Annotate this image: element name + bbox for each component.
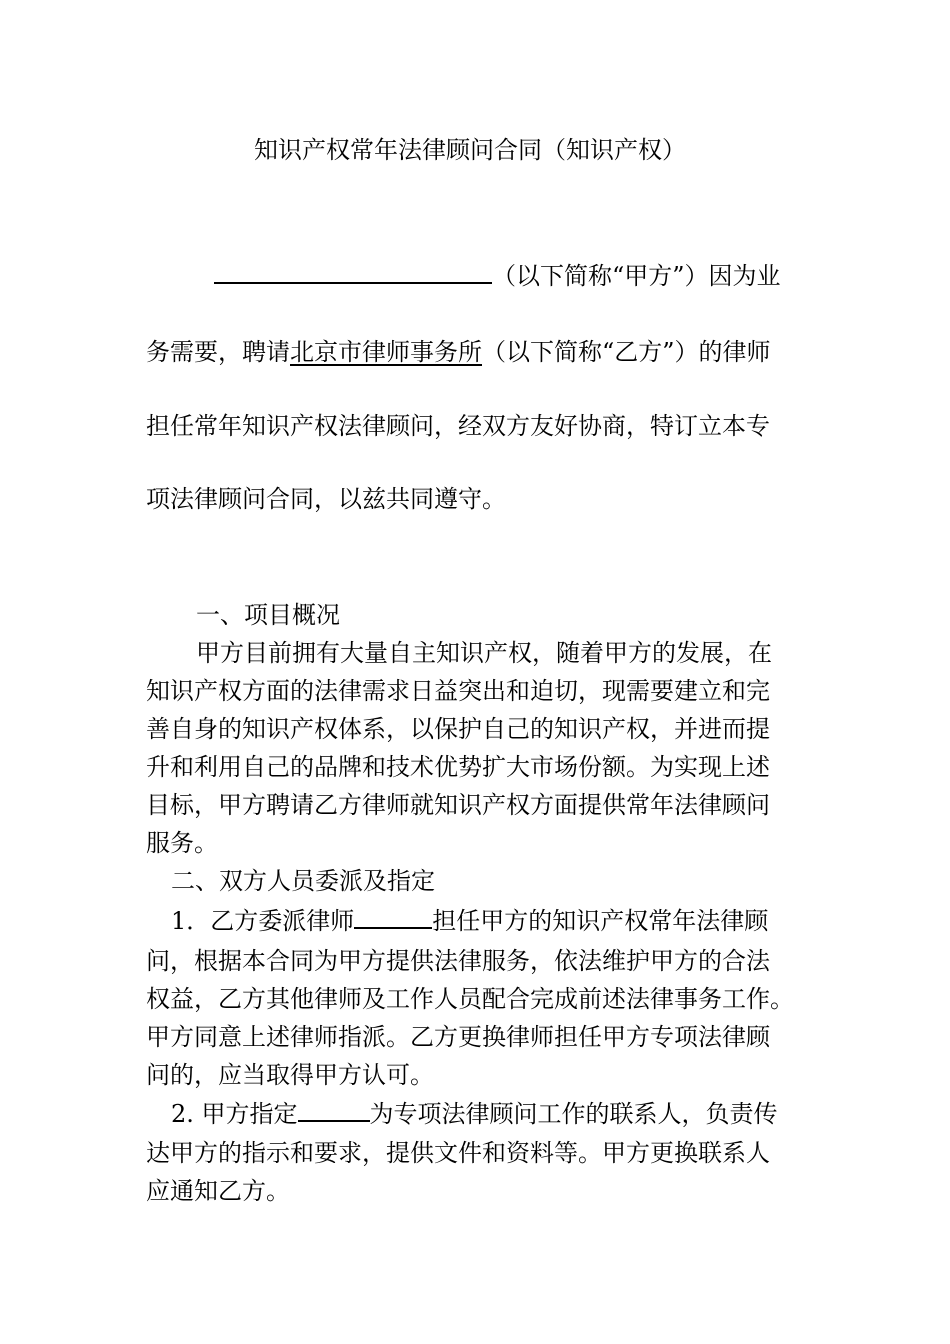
preamble-line-2-suffix: （以下简称“乙方”）的律师: [482, 338, 771, 366]
party-a-name-blank: [214, 260, 492, 284]
section-2-heading: 二、双方人员委派及指定: [171, 867, 435, 895]
preamble-line-2-prefix: 务需要，聘请: [146, 338, 290, 366]
item-1-line: 权益，乙方其他律师及工作人员配合完成前述法律事务工作。: [146, 985, 794, 1013]
section-1-line: 善自身的知识产权体系，以保护自己的知识产权，并进而提: [146, 715, 770, 743]
item-2-line-1: [171, 1097, 811, 1131]
item-2-line: 达甲方的指示和要求，提供文件和资料等。甲方更换联系人: [146, 1139, 770, 1167]
law-firm-name: 北京市律师事务所: [290, 338, 482, 366]
section-1-line: 甲方目前拥有大量自主知识产权，随着甲方的发展，在: [196, 639, 772, 667]
preamble-line-3: 担任常年知识产权法律顾问，经双方友好协商，特订立本专: [146, 412, 770, 440]
item-1-prefix: 1．乙方委派律师: [171, 907, 355, 935]
item-1-suffix: 担任甲方的知识产权常年法律顾: [432, 907, 769, 935]
item-1-line: 问，根据本合同为甲方提供法律服务，依法维护甲方的合法: [146, 947, 770, 975]
preamble-line-4: 项法律顾问合同，以兹共同遵守。: [146, 485, 506, 513]
item-2-line: 应通知乙方。: [146, 1177, 290, 1205]
preamble-line-1: [214, 259, 814, 293]
contact-name-blank: [298, 1098, 370, 1122]
preamble-line-1-text: （以下简称“甲方”）因为业: [492, 262, 781, 290]
item-2-suffix: 为专项法律顾问工作的联系人，负责传: [369, 1100, 778, 1128]
section-1-heading: 一、项目概况: [196, 601, 340, 629]
item-1-line: 问的，应当取得甲方认可。: [146, 1061, 434, 1089]
section-1-line: 升和利用自己的品牌和技术优势扩大市场份额。为实现上述: [146, 753, 770, 781]
item-1-line-1: [171, 904, 811, 938]
section-1-line: 知识产权方面的法律需求日益突出和迫切，现需要建立和完: [146, 677, 770, 705]
document-title: 知识产权常年法律顾问合同（知识产权）: [254, 136, 686, 164]
item-2-prefix: 2. 甲方指定: [171, 1100, 298, 1128]
section-1-line: 服务。: [146, 829, 218, 857]
item-1-line: 甲方同意上述律师指派。乙方更换律师担任甲方专项法律顾: [146, 1023, 770, 1051]
preamble-line-2: [146, 335, 806, 369]
section-1-line: 目标，甲方聘请乙方律师就知识产权方面提供常年法律顾问: [146, 791, 770, 819]
lawyer-name-blank: [354, 905, 432, 929]
